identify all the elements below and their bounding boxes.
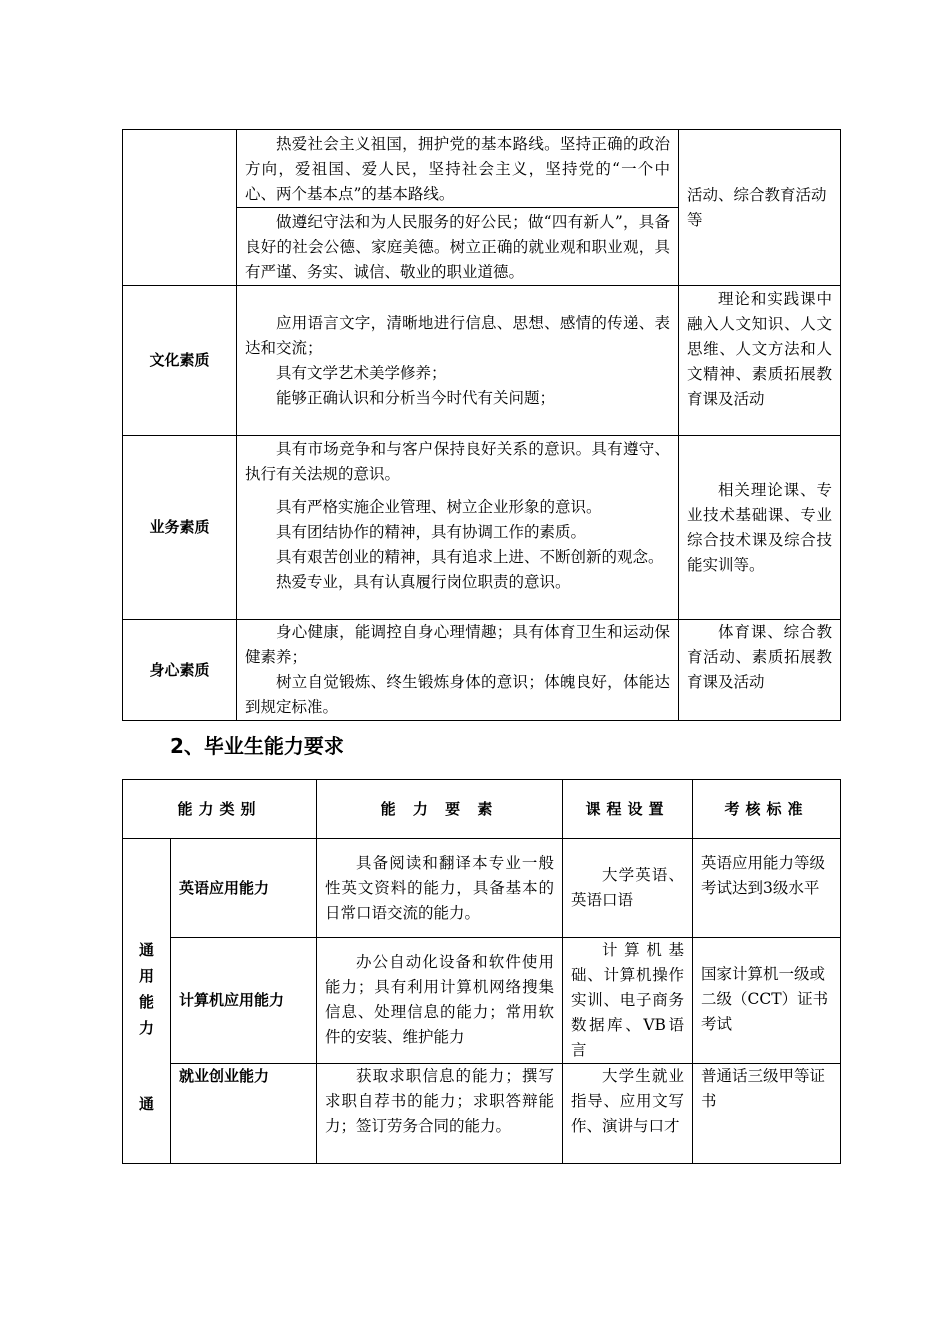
group-label-char: 通 xyxy=(138,941,154,959)
table-row xyxy=(123,1064,841,1164)
ability-courses: 计算机基础、计算机操作实训、电子商务数据库、VB语言 xyxy=(563,938,693,1064)
requirement-text: 具有艰苦创业的精神，具有追求上进、不断创新的观念。 xyxy=(276,548,664,566)
requirement-text: 具有文学艺术美学修养； xyxy=(276,363,447,382)
table-row xyxy=(123,286,841,436)
ability-name: 就业创业能力 xyxy=(171,1064,317,1164)
header-courses: 课程设置 xyxy=(563,780,693,839)
table-row xyxy=(123,938,841,1064)
ability-courses: 大学生就业指导、应用文写作、演讲与口才 xyxy=(563,1064,693,1164)
ability-standard: 国家计算机一级或二级（CCT）证书考试 xyxy=(693,938,841,1064)
category-cell: 业务素质 xyxy=(123,436,237,620)
requirement-text: 身心健康，能调控自身心理情趣；具有体育卫生和运动保健素养； xyxy=(245,623,670,666)
ability-courses: 大学英语、英语口语 xyxy=(563,839,693,938)
group-label-char: 用 xyxy=(138,967,154,985)
requirement-text: 具有市场竞争和与客户保持良好关系的意识。具有遵守、执行有关法规的意识。 xyxy=(245,440,670,483)
requirement-text: 具有团结协作的精神，具有协调工作的素质。 xyxy=(276,523,587,541)
course-cell: 体育课、综合教育活动、素质拓展教育课及活动 xyxy=(679,620,841,721)
category-cell-empty xyxy=(123,130,237,286)
requirement-text: 热爱社会主义祖国，拥护党的基本路线。坚持正确的政治方向，爱祖国、爱人民，坚持社会主义，坚持党的“一个中心、两个基本点”的基本路线。 xyxy=(245,135,670,203)
course-text: 活动、综合教育活动等 xyxy=(687,185,827,229)
header-ability-type: 能力类别 xyxy=(123,780,317,839)
requirement-cell xyxy=(237,130,679,286)
table-row xyxy=(123,436,841,620)
course-cell: 理论和实践课中融入人文知识、人文思维、人文方法和人文精神、素质拓展教育课及活动 xyxy=(679,286,841,436)
header-ability-elements: 能 力 要 素 xyxy=(317,780,563,839)
table-row xyxy=(123,130,841,286)
ability-elements: 具备阅读和翻译本专业一般性英文资料的能力，具备基本的日常口语交流的能力。 xyxy=(317,839,563,938)
requirement-text: 能够正确认识和分析当今时代有关问题； xyxy=(276,388,556,407)
requirement-text: 做遵纪守法和为人民服务的好公民；做“四有新人”，具备良好的社会公德、家庭美德。树立正确的就业观和职业观，具有严谨、务实、诚信、敬业的职业道德。 xyxy=(237,207,678,285)
requirement-text: 具有严格实施企业管理、树立企业形象的意识。 xyxy=(276,498,602,516)
requirement-cell xyxy=(237,436,679,620)
course-cell: 相关理论课、专业技术基础课、专业综合技术课及综合技能实训等。 xyxy=(679,436,841,620)
ability-elements: 获取求职信息的能力；撰写求职自荐书的能力；求职答辩能力；签订劳务合同的能力。 xyxy=(317,1064,563,1164)
group-label-cell xyxy=(123,839,171,1164)
requirement-cell xyxy=(237,286,679,436)
group-label-char: 力 xyxy=(138,1019,154,1037)
category-cell: 文化素质 xyxy=(123,286,237,436)
section-title: 2、毕业生能力要求 xyxy=(170,734,344,758)
requirement-cell xyxy=(237,620,679,721)
table-header-row xyxy=(123,780,841,839)
ability-standard: 普通话三级甲等证书 xyxy=(693,1064,841,1164)
requirement-text: 应用语言文字，清晰地进行信息、思想、感情的传递、表达和交流； xyxy=(245,313,670,357)
quality-table xyxy=(122,129,841,721)
group-label-char: 通 xyxy=(138,1095,154,1113)
requirement-text: 热爱专业，具有认真履行岗位职责的意识。 xyxy=(276,573,571,591)
course-cell xyxy=(679,130,841,286)
ability-elements: 办公自动化设备和软件使用能力；具有利用计算机网络搜集信息、处理信息的能力；常用软件的安装、维护能力 xyxy=(317,938,563,1064)
ability-standard: 英语应用能力等级考试达到3级水平 xyxy=(693,839,841,938)
ability-table xyxy=(122,779,841,1164)
requirement-text: 树立自觉锻炼、终生锻炼身体的意识；体魄良好，体能达到规定标准。 xyxy=(245,673,670,716)
table-row xyxy=(123,839,841,938)
group-label-char: 能 xyxy=(138,993,154,1011)
ability-name: 计算机应用能力 xyxy=(171,938,317,1064)
category-cell: 身心素质 xyxy=(123,620,237,721)
header-standard: 考核标准 xyxy=(693,780,841,839)
table-row xyxy=(123,620,841,721)
ability-name: 英语应用能力 xyxy=(171,839,317,938)
